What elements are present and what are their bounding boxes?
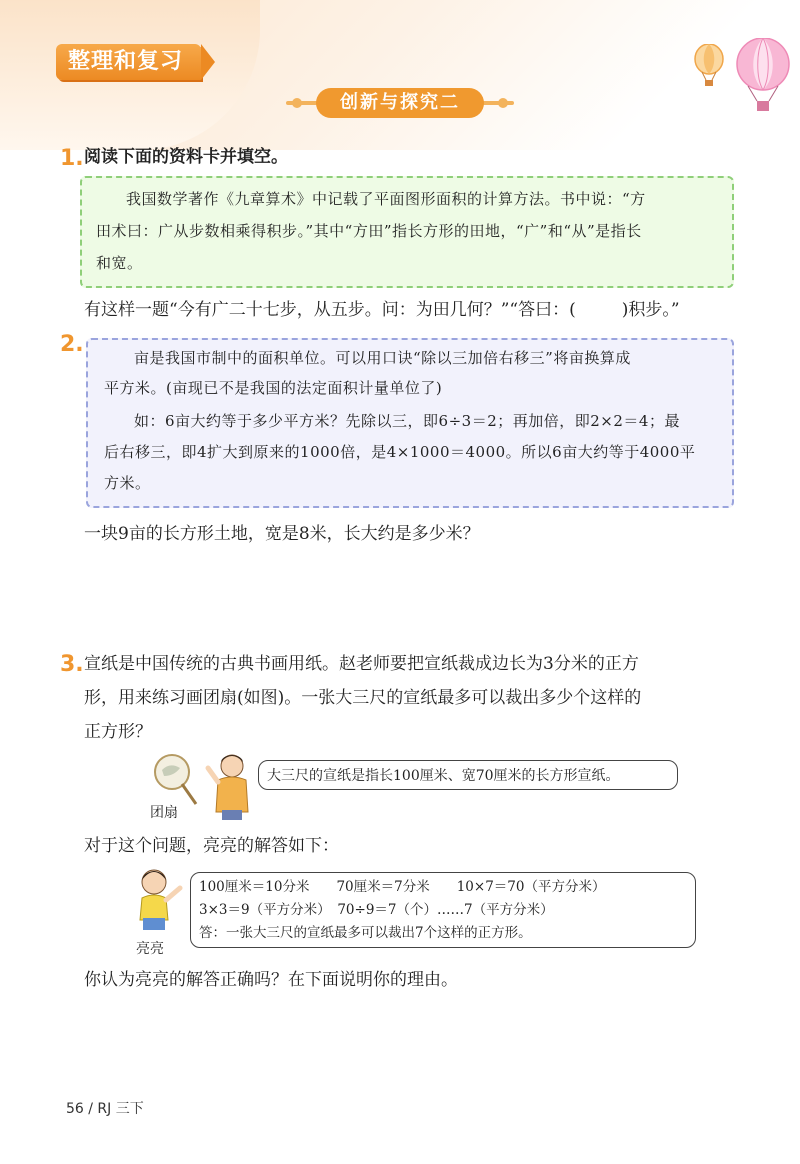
hot-air-balloon-small-icon: [692, 44, 726, 88]
info-card-1-line-2: 田术曰：广从步数相乘得积步。”其中“方田”指长方形的田地，“广”和“从”是指长: [96, 222, 642, 240]
section-dot-right: [498, 98, 508, 108]
section-banner: [286, 88, 514, 118]
fan-caption: 团扇: [150, 805, 178, 821]
question-1-prompt: 阅读下面的资料卡并填空。: [84, 147, 288, 167]
speech-bubble: [258, 760, 678, 790]
solution-intro: 对于这个问题，亮亮的解答如下：: [84, 836, 339, 856]
boy-caption: 亮亮: [136, 941, 164, 957]
info-card-2-line-3: 如：6亩大约等于多少平方米？先除以三，即6÷3＝2；再加倍，即2×2＝4；最: [134, 412, 680, 430]
chapter-tab: 整理和复习: [56, 44, 201, 80]
question-2-number: 2.: [60, 332, 84, 357]
section-title: 创新与探究二: [316, 88, 484, 118]
answer-line-1: 100厘米＝10分米 70厘米＝7分米 10×7＝70（平方分米）: [199, 879, 606, 895]
fill-text-after: )积步。”: [621, 300, 680, 320]
round-fan-illustration: [150, 752, 202, 808]
question-3-line-3: 正方形？: [84, 722, 152, 742]
info-card-1-line-1: 我国数学著作《九章算术》中记载了平面图形面积的计算方法。书中说：“方: [126, 190, 646, 208]
hot-air-balloon-large-icon: [734, 38, 792, 114]
info-card-2-line-2: 平方米。(亩现已不是我国的法定面积计量单位了): [104, 379, 443, 397]
section-dot-left: [292, 98, 302, 108]
question-3-line-1: 宣纸是中国传统的古典书画用纸。赵老师要把宣纸裁成边长为3分米的正方: [84, 654, 639, 674]
fill-text-before: 有这样一题“今有广二十七步，从五步。问：为田几何？”“答曰：(: [84, 300, 576, 320]
answer-line-3: 答：一张大三尺的宣纸最多可以裁出7个这样的正方形。: [199, 925, 532, 941]
info-card-2-line-4: 后右移三，即4扩大到原来的1000倍，是4×1000＝4000。所以6亩大约等于4000平: [104, 443, 696, 461]
question-1-number: 1.: [60, 146, 84, 171]
teacher-illustration: [202, 750, 256, 820]
info-card-2-line-1: 亩是我国市制中的面积单位。可以用口诀“除以三加倍右移三”将亩换算成: [134, 349, 631, 367]
question-3-number: 3.: [60, 652, 84, 677]
liangliang-illustration: [128, 866, 188, 938]
answer-bubble: [190, 872, 696, 948]
question-3-followup: 你认为亮亮的解答正确吗？在下面说明你的理由。: [84, 970, 458, 990]
question-1-fill-text: [84, 293, 680, 327]
speech-text: 大三尺的宣纸是指长100厘米、宽70厘米的长方形宣纸。: [267, 768, 620, 784]
info-card-2-line-5: 方米。: [104, 474, 151, 492]
question-2-text: 一块9亩的长方形土地，宽是8米，长大约是多少米？: [84, 524, 480, 544]
question-3-line-2: 形，用来练习画团扇(如图)。一张大三尺的宣纸最多可以裁出多少个这样的: [84, 688, 642, 708]
info-card-1-line-3: 和宽。: [96, 254, 143, 272]
answer-line-2: 3×3＝9（平方分米） 70÷9＝7（个）……7（平方分米）: [199, 902, 554, 918]
page-footer: 56 / RJ 三下: [66, 1101, 144, 1117]
